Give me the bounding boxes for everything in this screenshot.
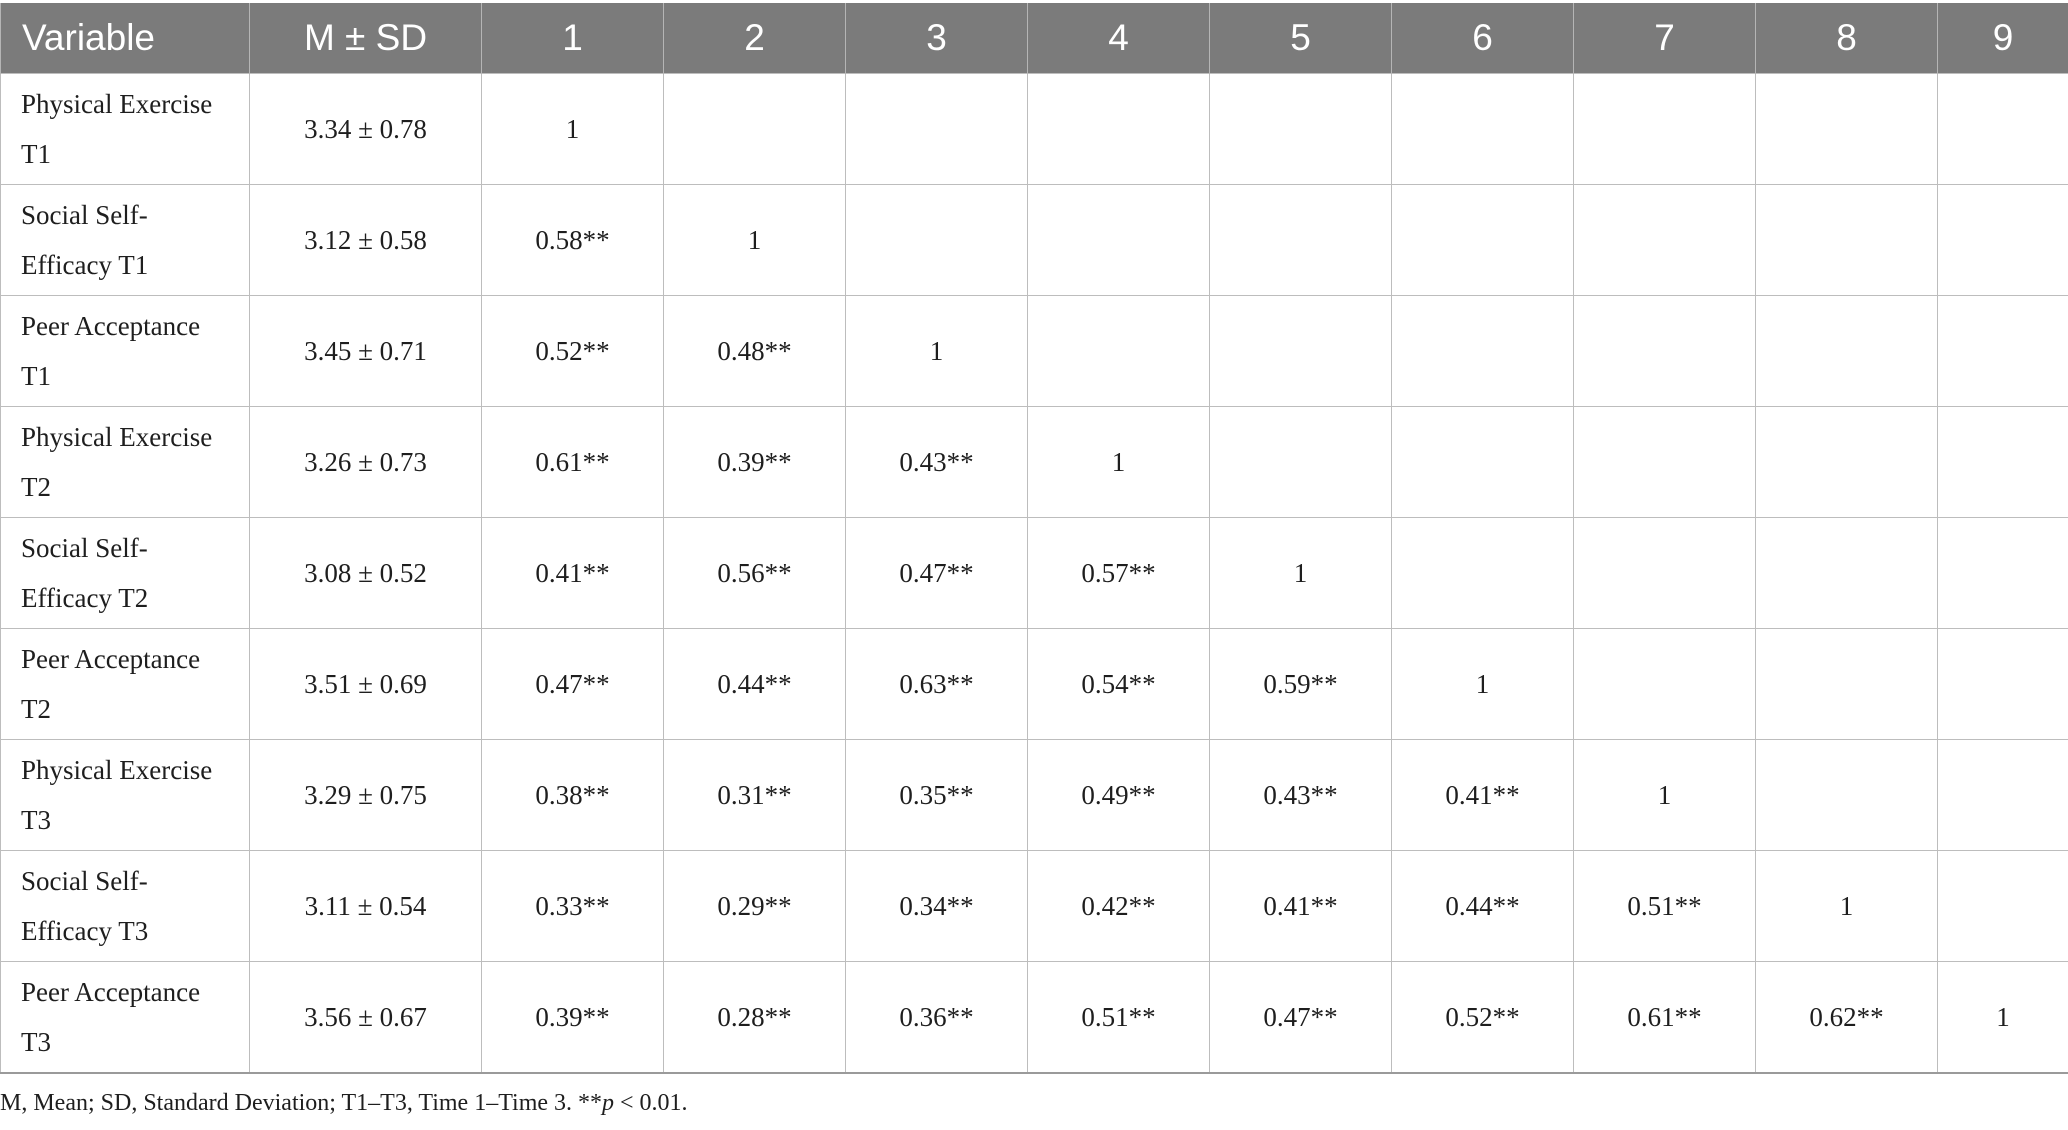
correlation-cell xyxy=(1392,185,1574,296)
correlation-cell xyxy=(1574,185,1756,296)
correlation-cell: 0.43** xyxy=(1210,740,1392,851)
variable-name-line: T2 xyxy=(21,694,51,724)
correlation-cell: 0.54** xyxy=(1028,629,1210,740)
correlation-cell: 0.31** xyxy=(664,740,846,851)
variable-name-line: Social Self- xyxy=(21,866,148,896)
correlation-cell xyxy=(1210,74,1392,185)
variable-name-cell xyxy=(1,740,250,851)
mean-sd-cell: 3.08 ± 0.52 xyxy=(250,518,482,629)
table-row xyxy=(1,518,2068,629)
correlation-cell: 0.61** xyxy=(1574,962,1756,1074)
variable-name-line: Efficacy T3 xyxy=(21,916,149,946)
correlation-cell: 0.56** xyxy=(664,518,846,629)
correlation-cell: 1 xyxy=(1028,407,1210,518)
correlation-cell: 0.36** xyxy=(846,962,1028,1074)
correlation-cell xyxy=(1938,185,2068,296)
correlation-cell xyxy=(846,185,1028,296)
correlation-cell xyxy=(1756,518,1938,629)
correlation-cell: 0.47** xyxy=(482,629,664,740)
table-row xyxy=(1,962,2068,1074)
variable-name-line: Peer Acceptance xyxy=(21,311,201,341)
correlation-cell: 0.51** xyxy=(1028,962,1210,1074)
table-footnote xyxy=(0,1090,688,1117)
mean-sd-cell: 3.11 ± 0.54 xyxy=(250,851,482,962)
correlation-cell: 0.29** xyxy=(664,851,846,962)
variable-name-cell xyxy=(1,74,250,185)
correlation-cell: 0.61** xyxy=(482,407,664,518)
footnote-p-symbol: p xyxy=(602,1090,615,1116)
correlation-cell xyxy=(1938,407,2068,518)
correlation-cell xyxy=(1756,740,1938,851)
correlation-cell: 0.41** xyxy=(482,518,664,629)
correlation-cell xyxy=(1574,407,1756,518)
correlation-cell: 0.62** xyxy=(1756,962,1938,1074)
correlation-cell xyxy=(1756,185,1938,296)
correlation-cell xyxy=(1756,296,1938,407)
variable-name-line: T3 xyxy=(21,1027,51,1057)
header-col-3: 3 xyxy=(846,3,1028,74)
header-col-9: 9 xyxy=(1938,3,2068,74)
correlation-cell: 1 xyxy=(1392,629,1574,740)
header-variable: Variable xyxy=(1,3,250,74)
correlation-cell xyxy=(1756,629,1938,740)
correlation-cell: 0.49** xyxy=(1028,740,1210,851)
mean-sd-cell: 3.34 ± 0.78 xyxy=(250,74,482,185)
correlation-cell: 0.52** xyxy=(1392,962,1574,1074)
correlation-cell: 0.28** xyxy=(664,962,846,1074)
correlation-cell: 0.39** xyxy=(664,407,846,518)
correlation-cell: 0.33** xyxy=(482,851,664,962)
correlation-cell xyxy=(1210,296,1392,407)
variable-name-line: Social Self- xyxy=(21,200,148,230)
correlation-cell xyxy=(1938,296,2068,407)
correlation-cell xyxy=(1574,74,1756,185)
correlation-cell: 1 xyxy=(482,74,664,185)
header-col-4: 4 xyxy=(1028,3,1210,74)
correlation-cell: 1 xyxy=(1756,851,1938,962)
correlation-table-container xyxy=(0,3,2068,1074)
correlation-cell xyxy=(1392,74,1574,185)
header-col-5: 5 xyxy=(1210,3,1392,74)
correlation-cell xyxy=(1574,296,1756,407)
correlation-cell xyxy=(1938,518,2068,629)
table-body xyxy=(1,74,2068,1074)
correlation-cell xyxy=(1028,296,1210,407)
correlation-cell xyxy=(664,74,846,185)
variable-name-line: Efficacy T2 xyxy=(21,583,149,613)
correlation-cell xyxy=(846,74,1028,185)
mean-sd-cell: 3.12 ± 0.58 xyxy=(250,185,482,296)
header-col-8: 8 xyxy=(1756,3,1938,74)
correlation-cell: 0.58** xyxy=(482,185,664,296)
table-row xyxy=(1,407,2068,518)
variable-name-line: T1 xyxy=(21,361,51,391)
correlation-cell: 0.41** xyxy=(1210,851,1392,962)
header-col-1: 1 xyxy=(482,3,664,74)
correlation-cell xyxy=(1392,296,1574,407)
correlation-cell xyxy=(1392,407,1574,518)
variable-name-line: T3 xyxy=(21,805,51,835)
correlation-cell: 0.39** xyxy=(482,962,664,1074)
table-row xyxy=(1,851,2068,962)
correlation-cell: 0.44** xyxy=(1392,851,1574,962)
correlation-cell xyxy=(1392,518,1574,629)
correlation-cell xyxy=(1028,74,1210,185)
correlation-cell: 0.35** xyxy=(846,740,1028,851)
correlation-cell: 0.34** xyxy=(846,851,1028,962)
variable-name-line: Peer Acceptance xyxy=(21,644,201,674)
table-row xyxy=(1,740,2068,851)
correlation-cell: 0.63** xyxy=(846,629,1028,740)
table-row xyxy=(1,185,2068,296)
header-row xyxy=(1,3,2068,74)
mean-sd-cell: 3.29 ± 0.75 xyxy=(250,740,482,851)
correlation-cell: 1 xyxy=(846,296,1028,407)
correlation-cell xyxy=(1938,629,2068,740)
variable-name-cell xyxy=(1,407,250,518)
variable-name-line: T2 xyxy=(21,472,51,502)
header-col-6: 6 xyxy=(1392,3,1574,74)
correlation-cell: 0.47** xyxy=(1210,962,1392,1074)
mean-sd-cell: 3.45 ± 0.71 xyxy=(250,296,482,407)
table-row xyxy=(1,296,2068,407)
correlation-cell: 1 xyxy=(1938,962,2068,1074)
correlation-cell: 1 xyxy=(1574,740,1756,851)
correlation-cell xyxy=(1938,851,2068,962)
correlation-cell xyxy=(1756,407,1938,518)
correlation-cell: 0.38** xyxy=(482,740,664,851)
variable-name-line: Physical Exercise xyxy=(21,422,213,452)
variable-name-line: Peer Acceptance xyxy=(21,977,201,1007)
correlation-cell: 0.52** xyxy=(482,296,664,407)
mean-sd-cell: 3.51 ± 0.69 xyxy=(250,629,482,740)
variable-name-cell xyxy=(1,851,250,962)
variable-name-line: Social Self- xyxy=(21,533,148,563)
variable-name-line: T1 xyxy=(21,139,51,169)
correlation-cell: 0.51** xyxy=(1574,851,1756,962)
mean-sd-cell: 3.56 ± 0.67 xyxy=(250,962,482,1074)
header-col-7: 7 xyxy=(1574,3,1756,74)
variable-name-cell xyxy=(1,629,250,740)
correlation-cell: 0.41** xyxy=(1392,740,1574,851)
correlation-cell: 0.59** xyxy=(1210,629,1392,740)
correlation-table xyxy=(0,3,2068,1074)
mean-sd-cell: 3.26 ± 0.73 xyxy=(250,407,482,518)
variable-name-line: Physical Exercise xyxy=(21,755,213,785)
variable-name-line: Efficacy T1 xyxy=(21,250,149,280)
correlation-cell xyxy=(1938,740,2068,851)
correlation-cell: 0.42** xyxy=(1028,851,1210,962)
correlation-cell xyxy=(1574,518,1756,629)
correlation-cell xyxy=(1210,185,1392,296)
footnote-prefix: M, Mean; SD, Standard Deviation; T1–T3, Time 1–Time 3. ** xyxy=(0,1090,603,1116)
correlation-cell: 1 xyxy=(1210,518,1392,629)
correlation-cell xyxy=(1756,74,1938,185)
variable-name-cell xyxy=(1,296,250,407)
correlation-cell xyxy=(1574,629,1756,740)
correlation-cell: 0.43** xyxy=(846,407,1028,518)
variable-name-cell xyxy=(1,185,250,296)
correlation-cell: 0.48** xyxy=(664,296,846,407)
header-mean-sd: M ± SD xyxy=(250,3,482,74)
correlation-cell: 1 xyxy=(664,185,846,296)
correlation-cell: 0.47** xyxy=(846,518,1028,629)
correlation-cell xyxy=(1938,74,2068,185)
correlation-cell: 0.57** xyxy=(1028,518,1210,629)
footnote-suffix: < 0.01. xyxy=(614,1090,688,1116)
header-col-2: 2 xyxy=(664,3,846,74)
correlation-cell: 0.44** xyxy=(664,629,846,740)
table-row xyxy=(1,74,2068,185)
variable-name-line: Physical Exercise xyxy=(21,89,213,119)
variable-name-cell xyxy=(1,518,250,629)
table-row xyxy=(1,629,2068,740)
correlation-cell xyxy=(1028,185,1210,296)
correlation-cell xyxy=(1210,407,1392,518)
variable-name-cell xyxy=(1,962,250,1074)
